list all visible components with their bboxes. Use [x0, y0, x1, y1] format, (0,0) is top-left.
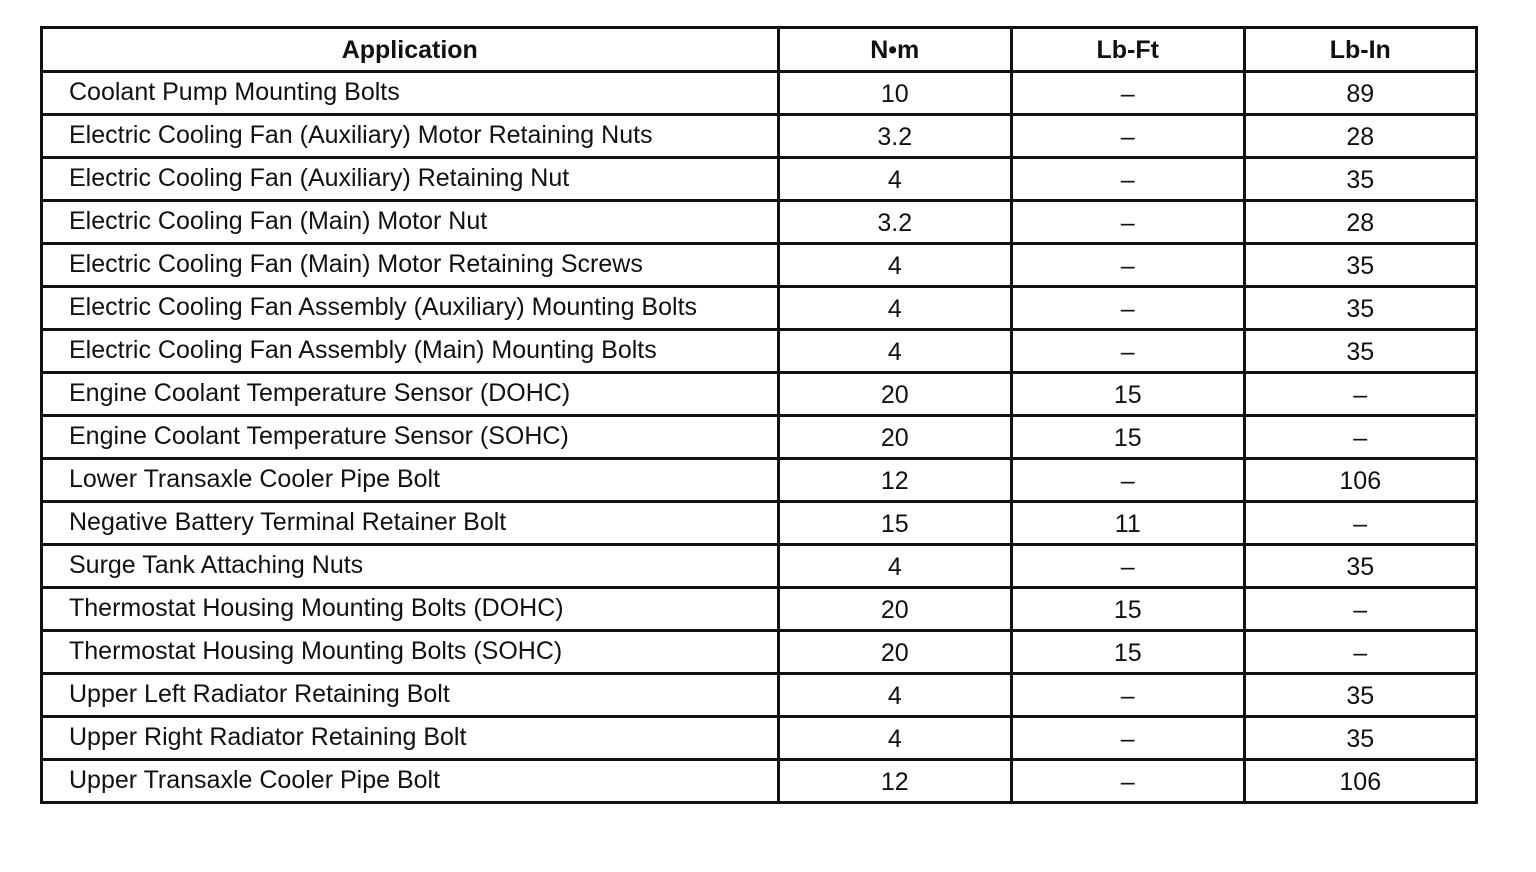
lb-ft-cell: 15 — [1012, 588, 1244, 631]
lb-in-cell: 35 — [1244, 287, 1477, 330]
nm-cell: 20 — [778, 416, 1011, 459]
nm-cell: 12 — [778, 760, 1011, 803]
nm-cell: 10 — [778, 72, 1011, 115]
application-cell: Upper Left Radiator Retaining Bolt — [42, 674, 779, 717]
lb-ft-cell: 15 — [1012, 416, 1244, 459]
nm-cell: 20 — [778, 588, 1011, 631]
lb-ft-cell: – — [1012, 244, 1244, 287]
table-row — [42, 588, 1477, 631]
nm-cell: 12 — [778, 459, 1011, 502]
header-pound-feet: Lb-Ft — [1012, 28, 1244, 72]
table-row — [42, 459, 1477, 502]
table-row — [42, 201, 1477, 244]
torque-specifications-table — [40, 26, 1478, 804]
lb-ft-cell: – — [1012, 459, 1244, 502]
lb-ft-cell: – — [1012, 158, 1244, 201]
lb-ft-cell: – — [1012, 115, 1244, 158]
table-row — [42, 674, 1477, 717]
lb-ft-cell: 15 — [1012, 631, 1244, 674]
nm-cell: 4 — [778, 287, 1011, 330]
lb-in-cell: 89 — [1244, 72, 1477, 115]
application-cell: Electric Cooling Fan (Main) Motor Nut — [42, 201, 779, 244]
lb-in-cell: 35 — [1244, 674, 1477, 717]
nm-cell: 20 — [778, 631, 1011, 674]
table-row — [42, 115, 1477, 158]
application-cell: Electric Cooling Fan Assembly (Main) Mounting Bolts — [42, 330, 779, 373]
table-row — [42, 72, 1477, 115]
table-row — [42, 158, 1477, 201]
table-row — [42, 287, 1477, 330]
application-cell: Negative Battery Terminal Retainer Bolt — [42, 502, 779, 545]
nm-cell: 4 — [778, 545, 1011, 588]
application-cell: Electric Cooling Fan (Auxiliary) Retaining Nut — [42, 158, 779, 201]
application-cell: Engine Coolant Temperature Sensor (DOHC) — [42, 373, 779, 416]
table-header-row — [42, 28, 1477, 72]
lb-in-cell: 35 — [1244, 330, 1477, 373]
nm-cell: 4 — [778, 244, 1011, 287]
application-cell: Thermostat Housing Mounting Bolts (DOHC) — [42, 588, 779, 631]
table-row — [42, 244, 1477, 287]
nm-cell: 20 — [778, 373, 1011, 416]
lb-in-cell: 35 — [1244, 717, 1477, 760]
lb-in-cell: 35 — [1244, 158, 1477, 201]
application-cell: Upper Right Radiator Retaining Bolt — [42, 717, 779, 760]
nm-cell: 4 — [778, 674, 1011, 717]
lb-in-cell: – — [1244, 416, 1477, 459]
application-cell: Electric Cooling Fan (Main) Motor Retaining Screws — [42, 244, 779, 287]
table-row — [42, 373, 1477, 416]
table-row — [42, 717, 1477, 760]
application-cell: Engine Coolant Temperature Sensor (SOHC) — [42, 416, 779, 459]
nm-cell: 3.2 — [778, 201, 1011, 244]
lb-ft-cell: – — [1012, 717, 1244, 760]
header-newton-meters: N•m — [778, 28, 1011, 72]
lb-in-cell: – — [1244, 588, 1477, 631]
lb-in-cell: 35 — [1244, 244, 1477, 287]
application-cell: Surge Tank Attaching Nuts — [42, 545, 779, 588]
lb-ft-cell: – — [1012, 760, 1244, 803]
lb-in-cell: 106 — [1244, 459, 1477, 502]
table-row — [42, 416, 1477, 459]
lb-ft-cell: – — [1012, 545, 1244, 588]
lb-in-cell: 28 — [1244, 115, 1477, 158]
nm-cell: 15 — [778, 502, 1011, 545]
lb-in-cell: – — [1244, 502, 1477, 545]
lb-ft-cell: – — [1012, 330, 1244, 373]
lb-ft-cell: – — [1012, 201, 1244, 244]
application-cell: Upper Transaxle Cooler Pipe Bolt — [42, 760, 779, 803]
nm-cell: 4 — [778, 330, 1011, 373]
lb-ft-cell: – — [1012, 72, 1244, 115]
application-cell: Electric Cooling Fan Assembly (Auxiliary) Mounting Bolts — [42, 287, 779, 330]
table-row — [42, 330, 1477, 373]
table-row — [42, 545, 1477, 588]
table-row — [42, 631, 1477, 674]
lb-ft-cell: 11 — [1012, 502, 1244, 545]
application-cell: Electric Cooling Fan (Auxiliary) Motor Retaining Nuts — [42, 115, 779, 158]
nm-cell: 4 — [778, 158, 1011, 201]
lb-ft-cell: 15 — [1012, 373, 1244, 416]
lb-in-cell: 35 — [1244, 545, 1477, 588]
lb-in-cell: 28 — [1244, 201, 1477, 244]
lb-ft-cell: – — [1012, 287, 1244, 330]
application-cell: Lower Transaxle Cooler Pipe Bolt — [42, 459, 779, 502]
lb-in-cell: 106 — [1244, 760, 1477, 803]
lb-in-cell: – — [1244, 373, 1477, 416]
nm-cell: 4 — [778, 717, 1011, 760]
application-cell: Thermostat Housing Mounting Bolts (SOHC) — [42, 631, 779, 674]
header-pound-inches: Lb-In — [1244, 28, 1477, 72]
application-cell: Coolant Pump Mounting Bolts — [42, 72, 779, 115]
table-row — [42, 502, 1477, 545]
nm-cell: 3.2 — [778, 115, 1011, 158]
lb-ft-cell: – — [1012, 674, 1244, 717]
table-row — [42, 760, 1477, 803]
lb-in-cell: – — [1244, 631, 1477, 674]
header-application: Application — [42, 28, 779, 72]
